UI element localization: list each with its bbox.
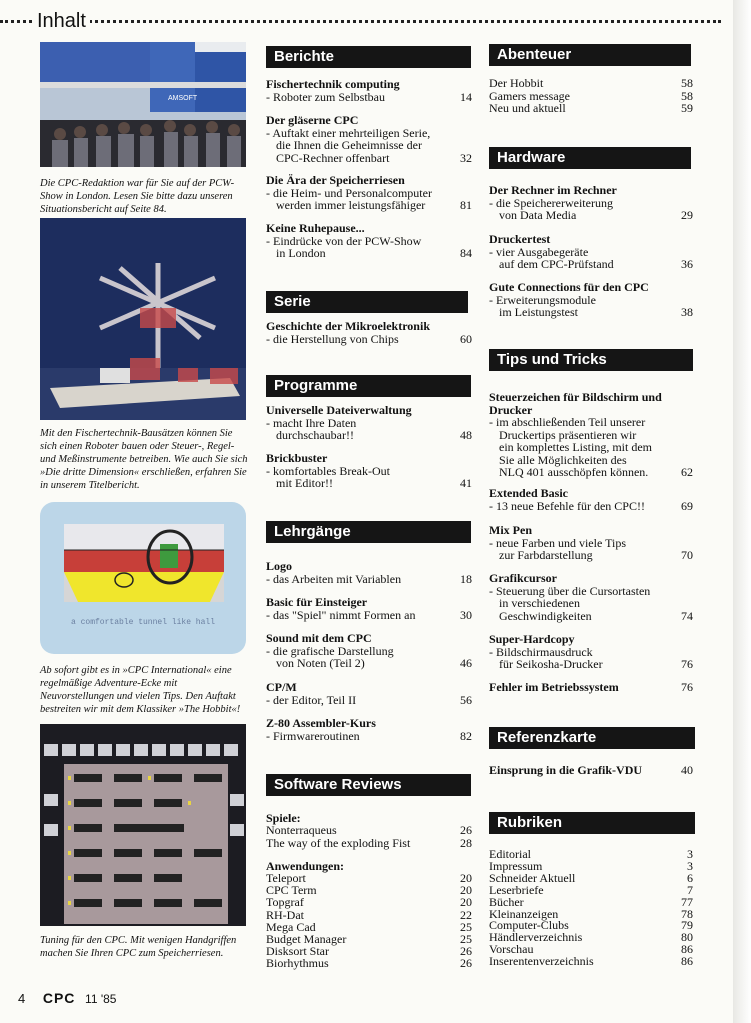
toc-list-name: Editorial [489, 847, 531, 861]
toc-list-page: 80 [681, 930, 693, 945]
toc-entry[interactable] [489, 681, 693, 694]
toc-entry[interactable] [489, 633, 693, 671]
caption-pcw-show: Die CPC-Redaktion war für Sie auf der PCW-Show in London. Lesen Sie bitte dazu unseren Situationsbericht auf Seite 84. [40, 178, 235, 215]
toc-entry-desc: - das Arbeiten mit Variablen [266, 571, 402, 586]
toc-entry-page: 48 [460, 428, 472, 442]
toc-entry-title: Sound mit dem CPC [266, 631, 372, 645]
toc-entry-desc: für Seikosha-Drucker [499, 657, 603, 671]
toc-entry-title: Fischertechnik computing [266, 77, 400, 91]
section-heading-abenteuer: Abenteuer [489, 44, 691, 66]
caption-robot: Mit den Fischertechnik-Bausätzen können Sie sich einen Roboter bauen oder Steuer-, Regel- und Meßinstrumente betreiben. Wie auch Sie sich »Die dritte Dimension« erschließen, erfahren Sie in unserem Titelbericht. [40, 428, 248, 491]
toc-entry[interactable] [266, 174, 472, 212]
booth-sign: AMSOFT [168, 95, 198, 102]
photo-memory-board [40, 724, 246, 926]
section-heading-lehrgaenge: Lehrgänge [266, 521, 471, 543]
toc-entry-desc: - der Editor, Teil II [266, 692, 357, 707]
toc-entry-desc: - Roboter zum Selbstbau [266, 89, 385, 104]
toc-list-page: 58 [681, 76, 693, 90]
toc-entry-desc: - im abschließenden Teil unserer [489, 415, 646, 429]
toc-list-page: 20 [460, 883, 472, 898]
toc-entry-title: Der Rechner im Rechner [489, 183, 617, 197]
section-heading-rubriken: Rubriken [489, 812, 695, 834]
toc-entry-page: 82 [460, 728, 472, 743]
toc-list-name: The way of the exploding Fist [266, 835, 411, 850]
toc-list-name: Bücher [489, 894, 524, 909]
toc-list-name: Biorhythmus [266, 956, 329, 971]
toc-entry-title: Mix Pen [489, 523, 532, 537]
toc-list-name: Mega Cad [266, 919, 316, 934]
toc-entry[interactable] [266, 78, 472, 103]
toc-list-name: RH-Dat [266, 907, 304, 922]
toc-entry-page: 76 [681, 657, 693, 671]
toc-entry-title: Super-Hardcopy [489, 632, 575, 646]
toc-list-page: 59 [681, 101, 693, 115]
toc-entry-desc: - Auftakt einer mehrteiligen Serie, [266, 125, 431, 140]
toc-entry-desc: Sie alle Möglichkeiten des [499, 452, 627, 467]
toc-list-name: Teleport [266, 871, 306, 885]
toc-entry-page: 18 [460, 571, 472, 586]
toc-entry-desc: - komfortables Break-Out [266, 463, 390, 478]
toc-list-name: Gamers message [489, 88, 570, 103]
toc-list-page: 26 [460, 944, 472, 959]
toc-entry-desc: mit Editor!! [276, 476, 333, 490]
toc-entry[interactable] [266, 596, 472, 621]
toc-entry-title: Fehler im Betriebssystem [489, 680, 619, 694]
toc-entry-desc: zur Farbdarstellung [499, 548, 593, 562]
toc-entry-title: Logo [266, 559, 293, 573]
toc-list-name: Vorschau [489, 942, 534, 957]
toc-entry[interactable] [266, 452, 472, 490]
footer [18, 990, 116, 1006]
toc-entry[interactable] [266, 222, 472, 260]
toc-entry-desc: durchschaubar!! [276, 428, 354, 442]
photo-hobbit-screen [40, 502, 246, 654]
toc-entry-desc: - das "Spiel" nimmt Formen an [266, 607, 416, 622]
toc-entry[interactable] [266, 320, 472, 345]
toc-entry-page: 29 [681, 208, 693, 222]
toc-entry[interactable] [266, 681, 472, 706]
toc-list-name: Computer-Clubs [489, 918, 569, 933]
toc-entry-title: Druckertest [489, 232, 551, 246]
toc-entry-page: 14 [460, 89, 472, 104]
toc-list-name: Händlerverzeichnis [489, 930, 583, 945]
toc-list-item[interactable] [266, 957, 472, 970]
toc-entry[interactable] [266, 114, 472, 164]
toc-list-page: 77 [681, 894, 693, 909]
software-spiele-heading: Spiele: [266, 811, 301, 825]
toc-entry-desc: Geschwindigkeiten [499, 608, 592, 623]
toc-list-page: 26 [460, 956, 472, 971]
toc-entry-page: 69 [681, 498, 693, 513]
toc-list-page: 7 [687, 882, 693, 897]
toc-entry-desc: von Noten (Teil 2) [276, 656, 365, 670]
toc-entry-title: Keine Ruhepause... [266, 221, 365, 235]
toc-list-page: 20 [460, 871, 472, 885]
toc-entry-desc: - Eindrücke von der PCW-Show [266, 233, 422, 248]
toc-entry-title: Gute Connections für den CPC [489, 280, 649, 294]
toc-list-name: CPC Term [266, 883, 317, 898]
toc-entry-title: Basic für Einsteiger [266, 595, 368, 609]
caption-hobbit: Ab sofort gibt es in »CPC International« eine regelmäßige Adventure-Ecke mit Neuvorstellungen und vielen Tips. Den Auftakt bestreiten wir mit dem Klassiker »The Hobbit«! [40, 665, 241, 715]
toc-list-item[interactable] [489, 102, 693, 115]
toc-entry-desc: - Bildschirmausdruck [489, 644, 593, 659]
toc-entry-desc: ein komplettes Listing, mit dem [499, 440, 652, 454]
toc-entry[interactable] [489, 391, 693, 479]
toc-list-page: 86 [681, 942, 693, 957]
toc-entry-desc: im Leistungstest [499, 305, 578, 319]
toc-entry-desc: - Steuerung über die Cursortasten [489, 583, 651, 598]
toc-list-page: 79 [681, 918, 693, 933]
page-edge [733, 0, 751, 1023]
toc-entry-page: 46 [460, 656, 472, 670]
screen-text: a comfortable tunnel like hall [70, 618, 216, 627]
toc-entry-page: 74 [681, 608, 693, 623]
toc-entry[interactable] [489, 184, 693, 222]
toc-list-page: 3 [687, 847, 693, 861]
toc-entry-desc: auf dem CPC-Prüfstand [499, 257, 614, 271]
toc-entry-page: 81 [460, 198, 472, 212]
toc-list-name: Budget Manager [266, 932, 347, 946]
photo-pcw-show [40, 42, 246, 167]
section-heading-berichte: Berichte [266, 46, 471, 68]
toc-entry-page: 36 [681, 257, 693, 271]
toc-list-name: Schneider Aktuell [489, 870, 576, 885]
toc-entry-desc: - die Herstellung von Chips [266, 331, 399, 346]
toc-entry-desc: in London [276, 246, 326, 260]
toc-list-page: 86 [681, 954, 693, 969]
toc-list-page: 78 [681, 906, 693, 921]
toc-entry-desc: Druckertips präsentieren wir [499, 427, 637, 442]
footer-page-number: 4 [18, 991, 26, 1006]
toc-list-page: 25 [460, 932, 472, 946]
toc-entry-desc: - vier Ausgabegeräte [489, 244, 589, 259]
toc-entry-desc: - die grafische Darstellung [266, 643, 394, 658]
caption-board: Tuning für den CPC. Mit wenigen Handgriffen machen Sie Ihren CPC zum Speicherriesen. [40, 935, 237, 959]
toc-entry-page: 84 [460, 246, 472, 260]
toc-entry[interactable] [489, 281, 693, 319]
toc-list-page: 25 [460, 919, 472, 934]
toc-entry-page: 40 [681, 763, 693, 777]
toc-list-page: 22 [460, 907, 472, 922]
section-heading-hardware: Hardware [489, 147, 691, 169]
toc-entry-page: 62 [681, 465, 693, 479]
toc-list-page: 26 [460, 823, 472, 837]
toc-entry-title: Universelle Dateiverwaltung [266, 403, 412, 417]
toc-entry-title: Brickbuster [266, 451, 328, 465]
toc-entry-page: 56 [460, 692, 472, 707]
toc-list-page: 20 [460, 895, 472, 910]
toc-entry-title: CP/M [266, 680, 297, 694]
toc-list-name: Disksort Star [266, 944, 329, 959]
software-anwendungen-heading: Anwendungen: [266, 859, 345, 873]
toc-list-name: Topgraf [266, 895, 304, 910]
toc-list-name: Inserentenverzeichnis [489, 954, 594, 969]
toc-list-name: Kleinanzeigen [489, 906, 559, 921]
toc-entry[interactable] [489, 487, 693, 512]
toc-entry[interactable] [266, 632, 472, 670]
toc-list-name: Neu und aktuell [489, 101, 566, 115]
toc-list-name: Impressum [489, 858, 543, 873]
footer-issue: 11 '85 [85, 992, 117, 1006]
toc-entry[interactable] [266, 717, 472, 742]
toc-entry-desc: - die Speichererweiterung [489, 195, 613, 210]
toc-entry-desc: - neue Farben und viele Tips [489, 535, 626, 550]
toc-entry-desc: - 13 neue Befehle für den CPC!! [489, 498, 645, 513]
toc-entry[interactable] [266, 404, 472, 442]
toc-entry-desc: CPC-Rechner offenbart [276, 150, 390, 165]
toc-entry-page: 38 [681, 305, 693, 319]
toc-list-page: 58 [681, 88, 693, 103]
toc-entry-page: 60 [460, 331, 472, 346]
toc-entry-page: 76 [681, 680, 693, 694]
toc-entry-desc: die Ihnen die Geheimnisse der [276, 138, 422, 152]
toc-entry-desc: in verschiedenen [499, 596, 580, 610]
toc-entry-title: Einsprung in die Grafik-VDU [489, 763, 643, 777]
toc-entry-title: Grafikcursor [489, 571, 557, 585]
toc-entry[interactable] [489, 572, 693, 622]
toc-list-item[interactable] [266, 837, 472, 850]
toc-entry-title: Steuerzeichen für Bildschirm und Drucker [489, 390, 662, 417]
toc-entry[interactable] [489, 233, 693, 271]
toc-entry-desc: von Data Media [499, 208, 577, 222]
toc-entry-desc: NLQ 401 ausschöpfen können. [499, 465, 649, 479]
toc-entry-page: 32 [460, 150, 472, 165]
footer-brand: CPC [42, 990, 76, 1006]
toc-list-name: Der Hobbit [489, 76, 544, 90]
toc-entry[interactable] [266, 560, 472, 585]
section-heading-serie: Serie [266, 291, 468, 313]
section-heading-software: Software Reviews [266, 774, 471, 796]
toc-entry-title: Z-80 Assembler-Kurs [266, 716, 376, 730]
header-rule [0, 20, 721, 23]
section-heading-programme: Programme [266, 375, 471, 397]
toc-entry-title: Die Ära der Speicherriesen [266, 173, 405, 187]
toc-list-name: Nonterraqueus [266, 823, 337, 837]
toc-entry-title: Geschichte der Mikroelektronik [266, 319, 430, 333]
toc-entry-desc: - Erweiterungsmodule [489, 292, 596, 307]
toc-entry-page: 70 [681, 548, 693, 562]
photo-robot [40, 218, 246, 420]
toc-entry-page: 41 [460, 476, 472, 490]
toc-entry-desc: - die Heim- und Personalcomputer [266, 185, 432, 200]
toc-list-page: 28 [460, 835, 472, 850]
toc-entry-title: Der gläserne CPC [266, 113, 359, 127]
toc-list-page: 3 [687, 858, 693, 873]
toc-list-item[interactable] [489, 955, 693, 968]
toc-list-name: Leserbriefe [489, 882, 544, 897]
toc-entry[interactable] [489, 524, 693, 562]
page-title: Inhalt [33, 10, 90, 33]
section-heading-tips: Tips und Tricks [489, 349, 693, 371]
toc-entry-desc: - Firmwareroutinen [266, 728, 360, 743]
toc-list-page: 6 [687, 870, 693, 885]
toc-entry-title: Extended Basic [489, 486, 569, 500]
toc-entry-desc: werden immer leistungsfähiger [276, 198, 426, 212]
toc-entry-desc: - macht Ihre Daten [266, 415, 357, 430]
section-heading-referenz: Referenzkarte [489, 727, 695, 749]
toc-entry[interactable] [489, 764, 693, 777]
toc-entry-page: 30 [460, 607, 472, 622]
